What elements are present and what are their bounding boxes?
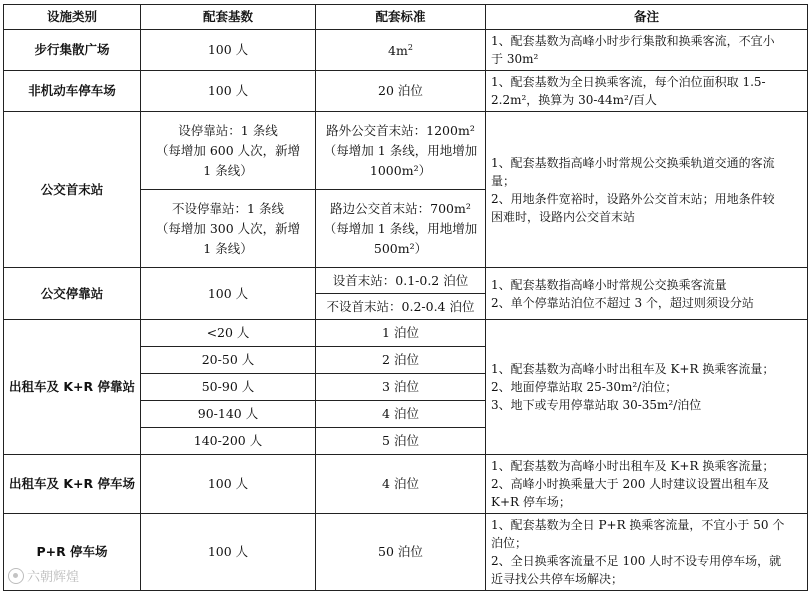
remark-line: K+R 停车场； (491, 495, 571, 509)
remark-line: 2、高峰小时换乘量大于 200 人时建议设置出租车及 (491, 477, 770, 491)
watermark-text: 六朝辉煌 (27, 570, 80, 585)
base-cell: 100 人 (141, 455, 316, 514)
standard-line: 1000m²） (369, 162, 432, 178)
category-cell: 出租车及 K+R 停靠站 (4, 320, 141, 455)
remarks-cell (486, 30, 808, 71)
standard-line: （每增加 1 条线，用地增加 (323, 142, 478, 158)
row-taxi-parking (4, 455, 808, 514)
base-cell: <20 人 (141, 320, 316, 347)
base-line: 设停靠站：1 条线 (178, 122, 278, 138)
row-pr-parking (4, 514, 808, 591)
remark-line: 1、配套基数为高峰小时出租车及 K+R 换乘客流量； (491, 459, 775, 473)
header-category: 设施类别 (4, 5, 141, 30)
base-line: （每增加 300 人次，新增 (155, 220, 301, 236)
standard-cell: 50 泊位 (316, 514, 486, 591)
watermark-logo-icon (8, 568, 24, 584)
facility-standards-table (3, 4, 808, 591)
standard-cell (316, 112, 486, 190)
remark-line: 2、全日换乘客流量不足 100 人时不设专用停车场，就 (491, 554, 782, 568)
category-cell: 公交停靠站 (4, 268, 141, 320)
standard-line: 路边公交首末站：700m² (330, 200, 471, 216)
standard-cell: 4 泊位 (316, 401, 486, 428)
remark-line: 1、配套基数指高峰小时常规公交换乘轨道交通的客流 (491, 155, 775, 170)
base-cell: 90-140 人 (141, 401, 316, 428)
standard-value: 4m (388, 43, 408, 59)
remarks-cell (486, 514, 808, 591)
category-cell: 公交首末站 (4, 112, 141, 268)
base-cell: 100 人 (141, 268, 316, 320)
base-line: 1 条线） (203, 162, 253, 178)
remark-line: 困难时，设路内公交首末站 (491, 209, 636, 224)
base-cell (141, 190, 316, 268)
base-line: （每增加 600 人次，新增 (155, 142, 301, 158)
standard-cell: 4 泊位 (316, 455, 486, 514)
remark-line: 1、配套基数指高峰小时常规公交换乘客流量 (491, 277, 727, 292)
remarks-cell (486, 112, 808, 268)
standard-line: 500m²） (373, 240, 428, 256)
remark-line: 泊位； (491, 536, 528, 550)
row-bus-stop-a (4, 268, 808, 294)
base-cell: 100 人 (141, 71, 316, 112)
category-cell: P+R 停车场 (4, 514, 141, 591)
remarks-cell (486, 71, 808, 112)
remark-line: 2、单个停靠站泊位不超过 3 个，超过则须设分站 (491, 295, 754, 310)
base-cell: 140-200 人 (141, 428, 316, 455)
remarks-cell (486, 320, 808, 455)
remarks-cell (486, 455, 808, 514)
standard-cell (316, 30, 486, 71)
row-bus-terminal-a (4, 112, 808, 190)
remarks-cell (486, 268, 808, 320)
remark-line: 于 30m² (491, 52, 539, 66)
base-cell: 100 人 (141, 514, 316, 591)
remark-line: 2、用地条件宽裕时，设路外公交首末站；用地条件较 (491, 191, 775, 206)
standard-cell: 20 泊位 (316, 71, 486, 112)
row-pedestrian-plaza (4, 30, 808, 71)
category-cell: 步行集散广场 (4, 30, 141, 71)
base-line: 1 条线） (203, 240, 253, 256)
base-line: 不设停靠站：1 条线 (172, 200, 284, 216)
standard-cell: 1 泊位 (316, 320, 486, 347)
remark-line: 量； (491, 173, 516, 188)
watermark (8, 566, 79, 585)
header-remarks: 备注 (486, 5, 808, 30)
category-cell: 出租车及 K+R 停车场 (4, 455, 141, 514)
standard-cell: 5 泊位 (316, 428, 486, 455)
standard-cell: 设首末站：0.1-0.2 泊位 (316, 268, 486, 294)
remark-line: 1、配套基数为全日换乘客流，每个泊位面积取 1.5- (491, 75, 766, 89)
remark-line: 1、配套基数为高峰小时出租车及 K+R 换乘客流量； (491, 362, 775, 376)
standard-exponent: 2 (407, 43, 413, 53)
remark-line: 1、配套基数为全日 P+R 换乘客流量，不宜小于 50 个 (491, 518, 785, 532)
standard-cell: 3 泊位 (316, 374, 486, 401)
standard-line: （每增加 1 条线，用地增加 (323, 220, 478, 236)
header-row (4, 5, 808, 30)
base-cell (141, 112, 316, 190)
header-standard: 配套标准 (316, 5, 486, 30)
standard-cell: 不设首末站：0.2-0.4 泊位 (316, 294, 486, 320)
remark-line: 1、配套基数为高峰小时步行集散和换乘客流，不宜小 (491, 34, 775, 48)
remark-line: 2.2m²，换算为 30-44m²/百人 (491, 93, 657, 107)
standard-cell (316, 190, 486, 268)
remark-line: 3、地下或专用停靠站取 30-35m²/泊位 (491, 398, 702, 412)
remark-line: 近寻找公共停车场解决； (491, 572, 624, 586)
row-taxi-stop-tier (4, 320, 808, 347)
base-cell: 100 人 (141, 30, 316, 71)
header-base: 配套基数 (141, 5, 316, 30)
base-cell: 50-90 人 (141, 374, 316, 401)
base-cell: 20-50 人 (141, 347, 316, 374)
remark-line: 2、地面停靠站取 25-30m²/泊位； (491, 380, 678, 394)
standard-cell: 2 泊位 (316, 347, 486, 374)
category-cell: 非机动车停车场 (4, 71, 141, 112)
row-non-motor-parking (4, 71, 808, 112)
standard-line: 路外公交首末站：1200m² (326, 122, 475, 138)
